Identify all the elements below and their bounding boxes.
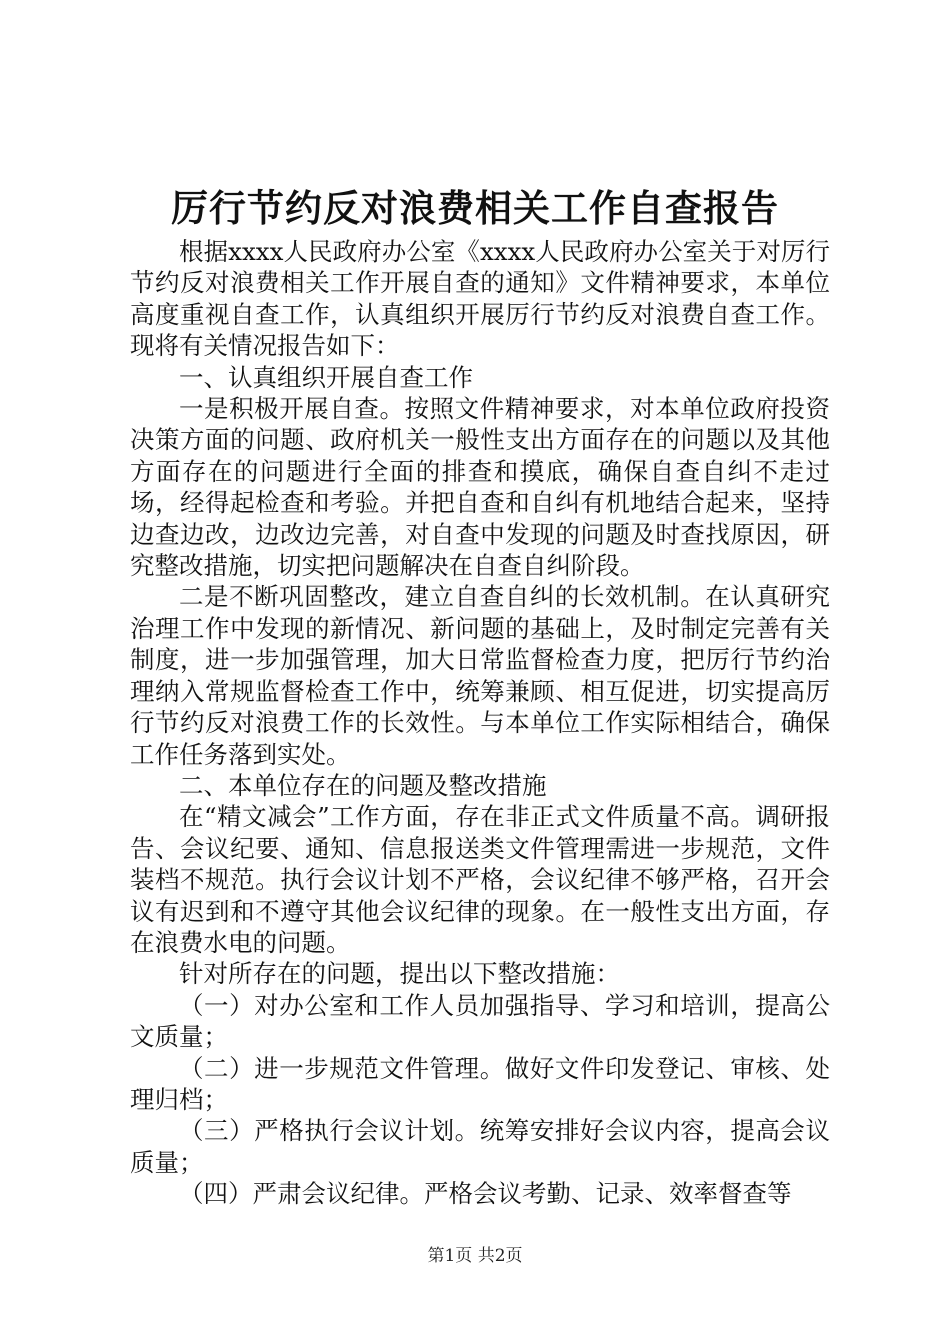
- measure-item-1: （一）对办公室和工作人员加强指导、学习和培训，提高公文质量；: [130, 990, 830, 1052]
- paragraph-rectification: 二是不断巩固整改，建立自查自纠的长效机制。在认真研究治理工作中发现的新情况、新问题的基础上，及时制定完善有关制度，进一步加强管理，加大日常监督检查力度，把厉行节约治理纳入常规监督检查工作中，统筹兼顾、相互促进，切实提高厉行节约反对浪费工作的长效性。与本单位工作实际相结合，确保工作任务落到实处。: [130, 582, 830, 769]
- paragraph-problems: 在“精文减会”工作方面，存在非正式文件质量不高。调研报告、会议纪要、通知、信息报送类文件管理需进一步规范，文件装档不规范。执行会议计划不严格，会议纪律不够严格，召开会议有迟到和不遵守其他会议纪律的现象。在一般性支出方面，存在浪费水电的问题。: [130, 802, 830, 957]
- section-heading-2: 二、本单位存在的问题及整改措施: [179, 770, 547, 800]
- intro-paragraph: 根据xxxx人民政府办公室《xxxx人民政府办公室关于对厉行节约反对浪费相关工作开展自查的通知》文件精神要求，本单位高度重视自查工作，认真组织开展厉行节约反对浪费自查工作。现将有关情况报告如下：: [130, 237, 830, 361]
- measure-item-2: （二）进一步规范文件管理。做好文件印发登记、审核、处理归档；: [130, 1053, 830, 1114]
- paragraph-self-check: 一是积极开展自查。按照文件精神要求，对本单位政府投资决策方面的问题、政府机关一般性支出方面存在的问题以及其他方面存在的问题进行全面的排查和摸底，确保自查自纠不走过场，经得起检查和考验。并把自查和自纠有机地结合起来，坚持边查边改，边改边完善，对自查中发现的问题及时查找原因，研究整改措施，切实把问题解决在自查自纠阶段。: [130, 394, 830, 581]
- measure-item-4: （四）严肃会议纪律。严格会议考勤、记录、效率督查等: [179, 1179, 792, 1209]
- paragraph-measures-intro: 针对所存在的问题，提出以下整改措施：: [179, 959, 620, 989]
- document-body: [130, 236, 830, 1210]
- measure-item-3: （三）严格执行会议计划。统筹安排好会议内容，提高会议质量；: [130, 1116, 830, 1177]
- page-footer: 第1页 共2页: [427, 1246, 523, 1266]
- document-title: 厉行节约反对浪费相关工作自查报告: [171, 186, 779, 230]
- section-heading-1: 一、认真组织开展自查工作: [179, 362, 473, 392]
